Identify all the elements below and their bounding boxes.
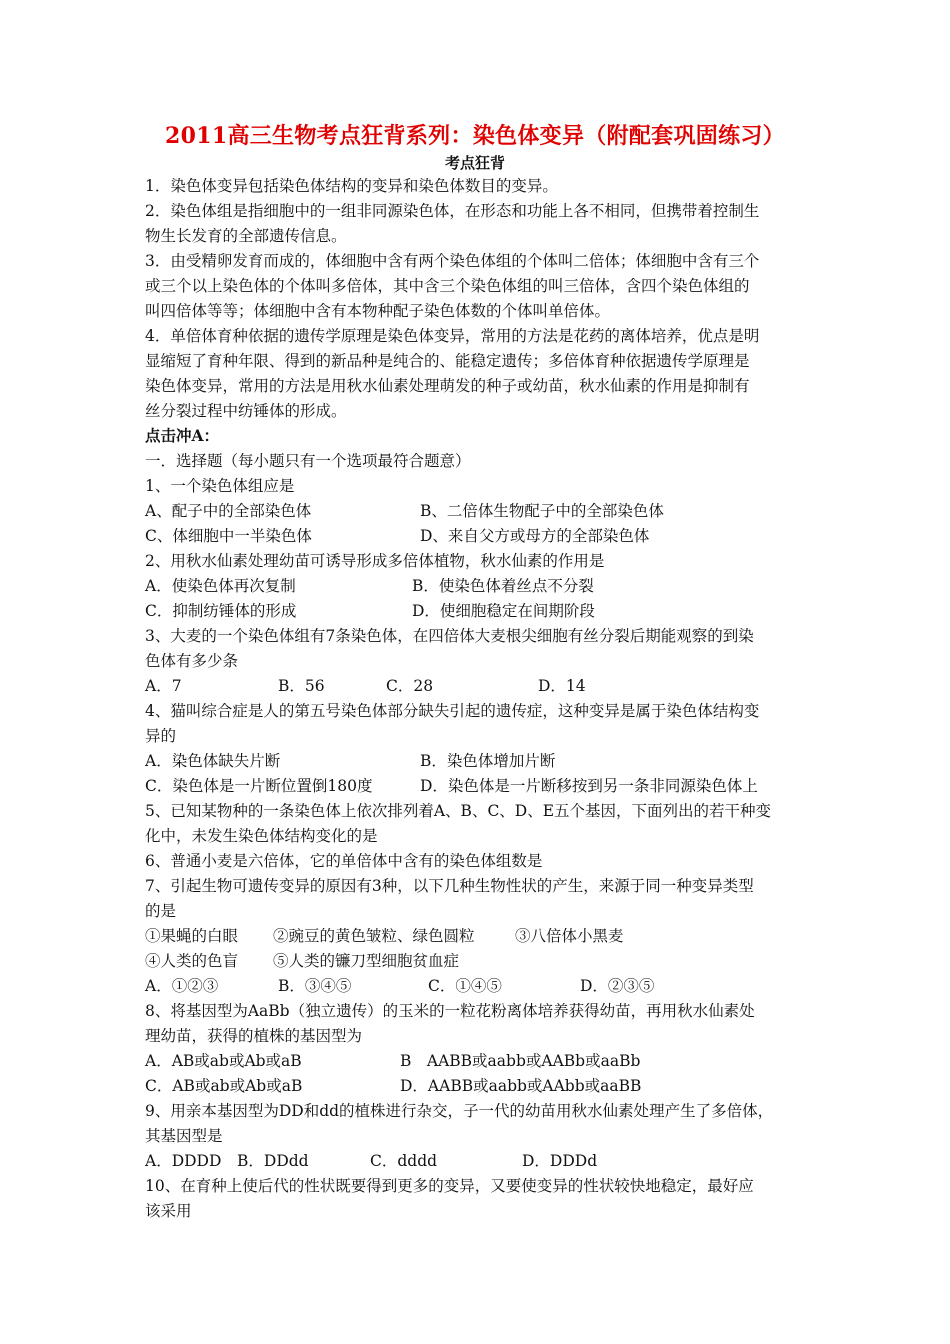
option-d: D．DDDd bbox=[522, 1152, 598, 1170]
option-b: B．使染色体着丝点不分裂 bbox=[412, 577, 594, 595]
option-d: D．AABB或aabb或AAbb或aaBB bbox=[400, 1077, 642, 1095]
point-line: 或三个以上染色体的个体叫多倍体，其中含三个染色体组的叫三倍体，含四个染色体组的 bbox=[145, 277, 750, 295]
point-line: 1．染色体变异包括染色体结构的变异和染色体数目的变异。 bbox=[145, 177, 558, 195]
option-a: A、配子中的全部染色体 bbox=[145, 502, 312, 520]
option-a: A．AB或ab或Ab或aB bbox=[145, 1052, 302, 1070]
question-stem: 4、猫叫综合症是人的第五号染色体部分缺失引起的遗传症，这种变异是属于染色体结构变 bbox=[145, 702, 760, 720]
option-c: C．①④⑤ bbox=[428, 977, 502, 995]
option-a: A．染色体缺失片断 bbox=[145, 752, 281, 770]
option-d: D．使细胞稳定在间期阶段 bbox=[412, 602, 595, 620]
question-stem: 10、在育种上使后代的性状既要得到更多的变异，又要使变异的性状较快地稳定，最好应 bbox=[145, 1177, 754, 1195]
question-stem-cont: 色体有多少条 bbox=[145, 652, 239, 670]
option-a: A．①②③ bbox=[145, 977, 219, 995]
point-line: 叫四倍体等等；体细胞中含有本物种配子染色体数的个体叫单倍体。 bbox=[145, 302, 611, 320]
question-stem: 5、已知某物种的一条染色体上依次排列着A、B、C、D、E五个基因，下面列出的若干种变 bbox=[145, 802, 772, 820]
point-line: 4．单倍体育种依据的遗传学原理是染色体变异，常用的方法是花药的离体培养，优点是明 bbox=[145, 327, 760, 345]
option-a: A．7 bbox=[145, 677, 182, 695]
page-title: 2011高三生物考点狂背系列：染色体变异（附配套巩固练习） bbox=[165, 123, 785, 149]
option-c: C．dddd bbox=[370, 1152, 438, 1170]
option-b: B．DDdd bbox=[237, 1152, 309, 1170]
option-b: B AABB或aabb或AABb或aaBb bbox=[400, 1052, 641, 1070]
question-stem: 7、引起生物可遗传变异的原因有3种，以下几种生物性状的产生，来源于同一种变异类型 bbox=[145, 877, 754, 895]
option-d: D．14 bbox=[538, 677, 586, 695]
item-5: ⑤人类的镰刀型细胞贫血症 bbox=[273, 952, 460, 970]
question-stem: 1、一个染色体组应是 bbox=[145, 477, 295, 495]
option-c: C、体细胞中一半染色体 bbox=[145, 527, 312, 545]
item-1: ①果蝇的白眼 bbox=[145, 927, 239, 945]
option-b: B．染色体增加片断 bbox=[420, 752, 556, 770]
point-line: 显缩短了育种年限、得到的新品种是纯合的、能稳定遗传；多倍体育种依据遗传学原理是 bbox=[145, 352, 750, 370]
option-b: B、二倍体生物配子中的全部染色体 bbox=[420, 502, 664, 520]
option-d: D．染色体是一片断移按到另一条非同源染色体上 bbox=[420, 777, 758, 795]
option-c: C．抑制纺锤体的形成 bbox=[145, 602, 297, 620]
point-line: 丝分裂过程中纺锤体的形成。 bbox=[145, 402, 347, 420]
question-stem-cont: 化中，未发生染色体结构变化的是 bbox=[145, 827, 378, 845]
question-stem: 9、用亲本基因型为DD和dd的植株进行杂交，子一代的幼苗用秋水仙素处理产生了多倍体， bbox=[145, 1102, 774, 1120]
point-line: 3．由受精卵发育而成的，体细胞中含有两个染色体组的个体叫二倍体；体细胞中含有三个 bbox=[145, 252, 760, 270]
question-stem-cont: 理幼苗，获得的植株的基因型为 bbox=[145, 1027, 363, 1045]
item-2: ②豌豆的黄色皱粒、绿色圆粒 bbox=[273, 927, 475, 945]
option-d: D．②③⑤ bbox=[580, 977, 655, 995]
question-stem: 2、用秋水仙素处理幼苗可诱导形成多倍体植物，秋水仙素的作用是 bbox=[145, 552, 605, 570]
item-3: ③八倍体小黑麦 bbox=[515, 927, 624, 945]
question-stem-cont: 的是 bbox=[145, 902, 177, 920]
option-c: C．28 bbox=[386, 677, 434, 695]
question-stem-cont: 其基因型是 bbox=[145, 1127, 223, 1145]
question-stem: 6、普通小麦是六倍体，它的单倍体中含有的染色体组数是 bbox=[145, 852, 543, 870]
question-stem-cont: 该采用 bbox=[145, 1202, 192, 1220]
point-line: 物生长发育的全部遗传信息。 bbox=[145, 227, 347, 245]
option-b: B．③④⑤ bbox=[278, 977, 352, 995]
option-c: C．染色体是一片断位置倒180度 bbox=[145, 777, 373, 795]
option-b: B．56 bbox=[278, 677, 325, 695]
option-a: A．使染色体再次复制 bbox=[145, 577, 296, 595]
page-subtitle: 考点狂背 bbox=[444, 154, 505, 172]
question-stem-cont: 异的 bbox=[145, 727, 177, 745]
item-4: ④人类的色盲 bbox=[145, 952, 239, 970]
question-stem: 3、大麦的一个染色体组有7条染色体，在四倍体大麦根尖细胞有丝分裂后期能观察的到染 bbox=[145, 627, 754, 645]
section-label: 点击冲A： bbox=[145, 426, 220, 445]
question-stem: 8、将基因型为AaBb（独立遗传）的玉米的一粒花粉离体培养获得幼苗，再用秋水仙素处 bbox=[145, 1002, 755, 1020]
point-line: 2．染色体组是指细胞中的一组非同源染色体，在形态和功能上各不相同，但携带着控制生 bbox=[145, 202, 760, 220]
point-line: 染色体变异，常用的方法是用秋水仙素处理萌发的种子或幼苗，秋水仙素的作用是抑制有 bbox=[145, 377, 750, 395]
section-intro: 一．选择题（每小题只有一个选项最符合题意） bbox=[145, 452, 471, 470]
option-a: A．DDDD bbox=[145, 1152, 222, 1170]
option-d: D、来自父方或母方的全部染色体 bbox=[420, 527, 650, 545]
option-c: C．AB或ab或Ab或aB bbox=[145, 1077, 303, 1095]
